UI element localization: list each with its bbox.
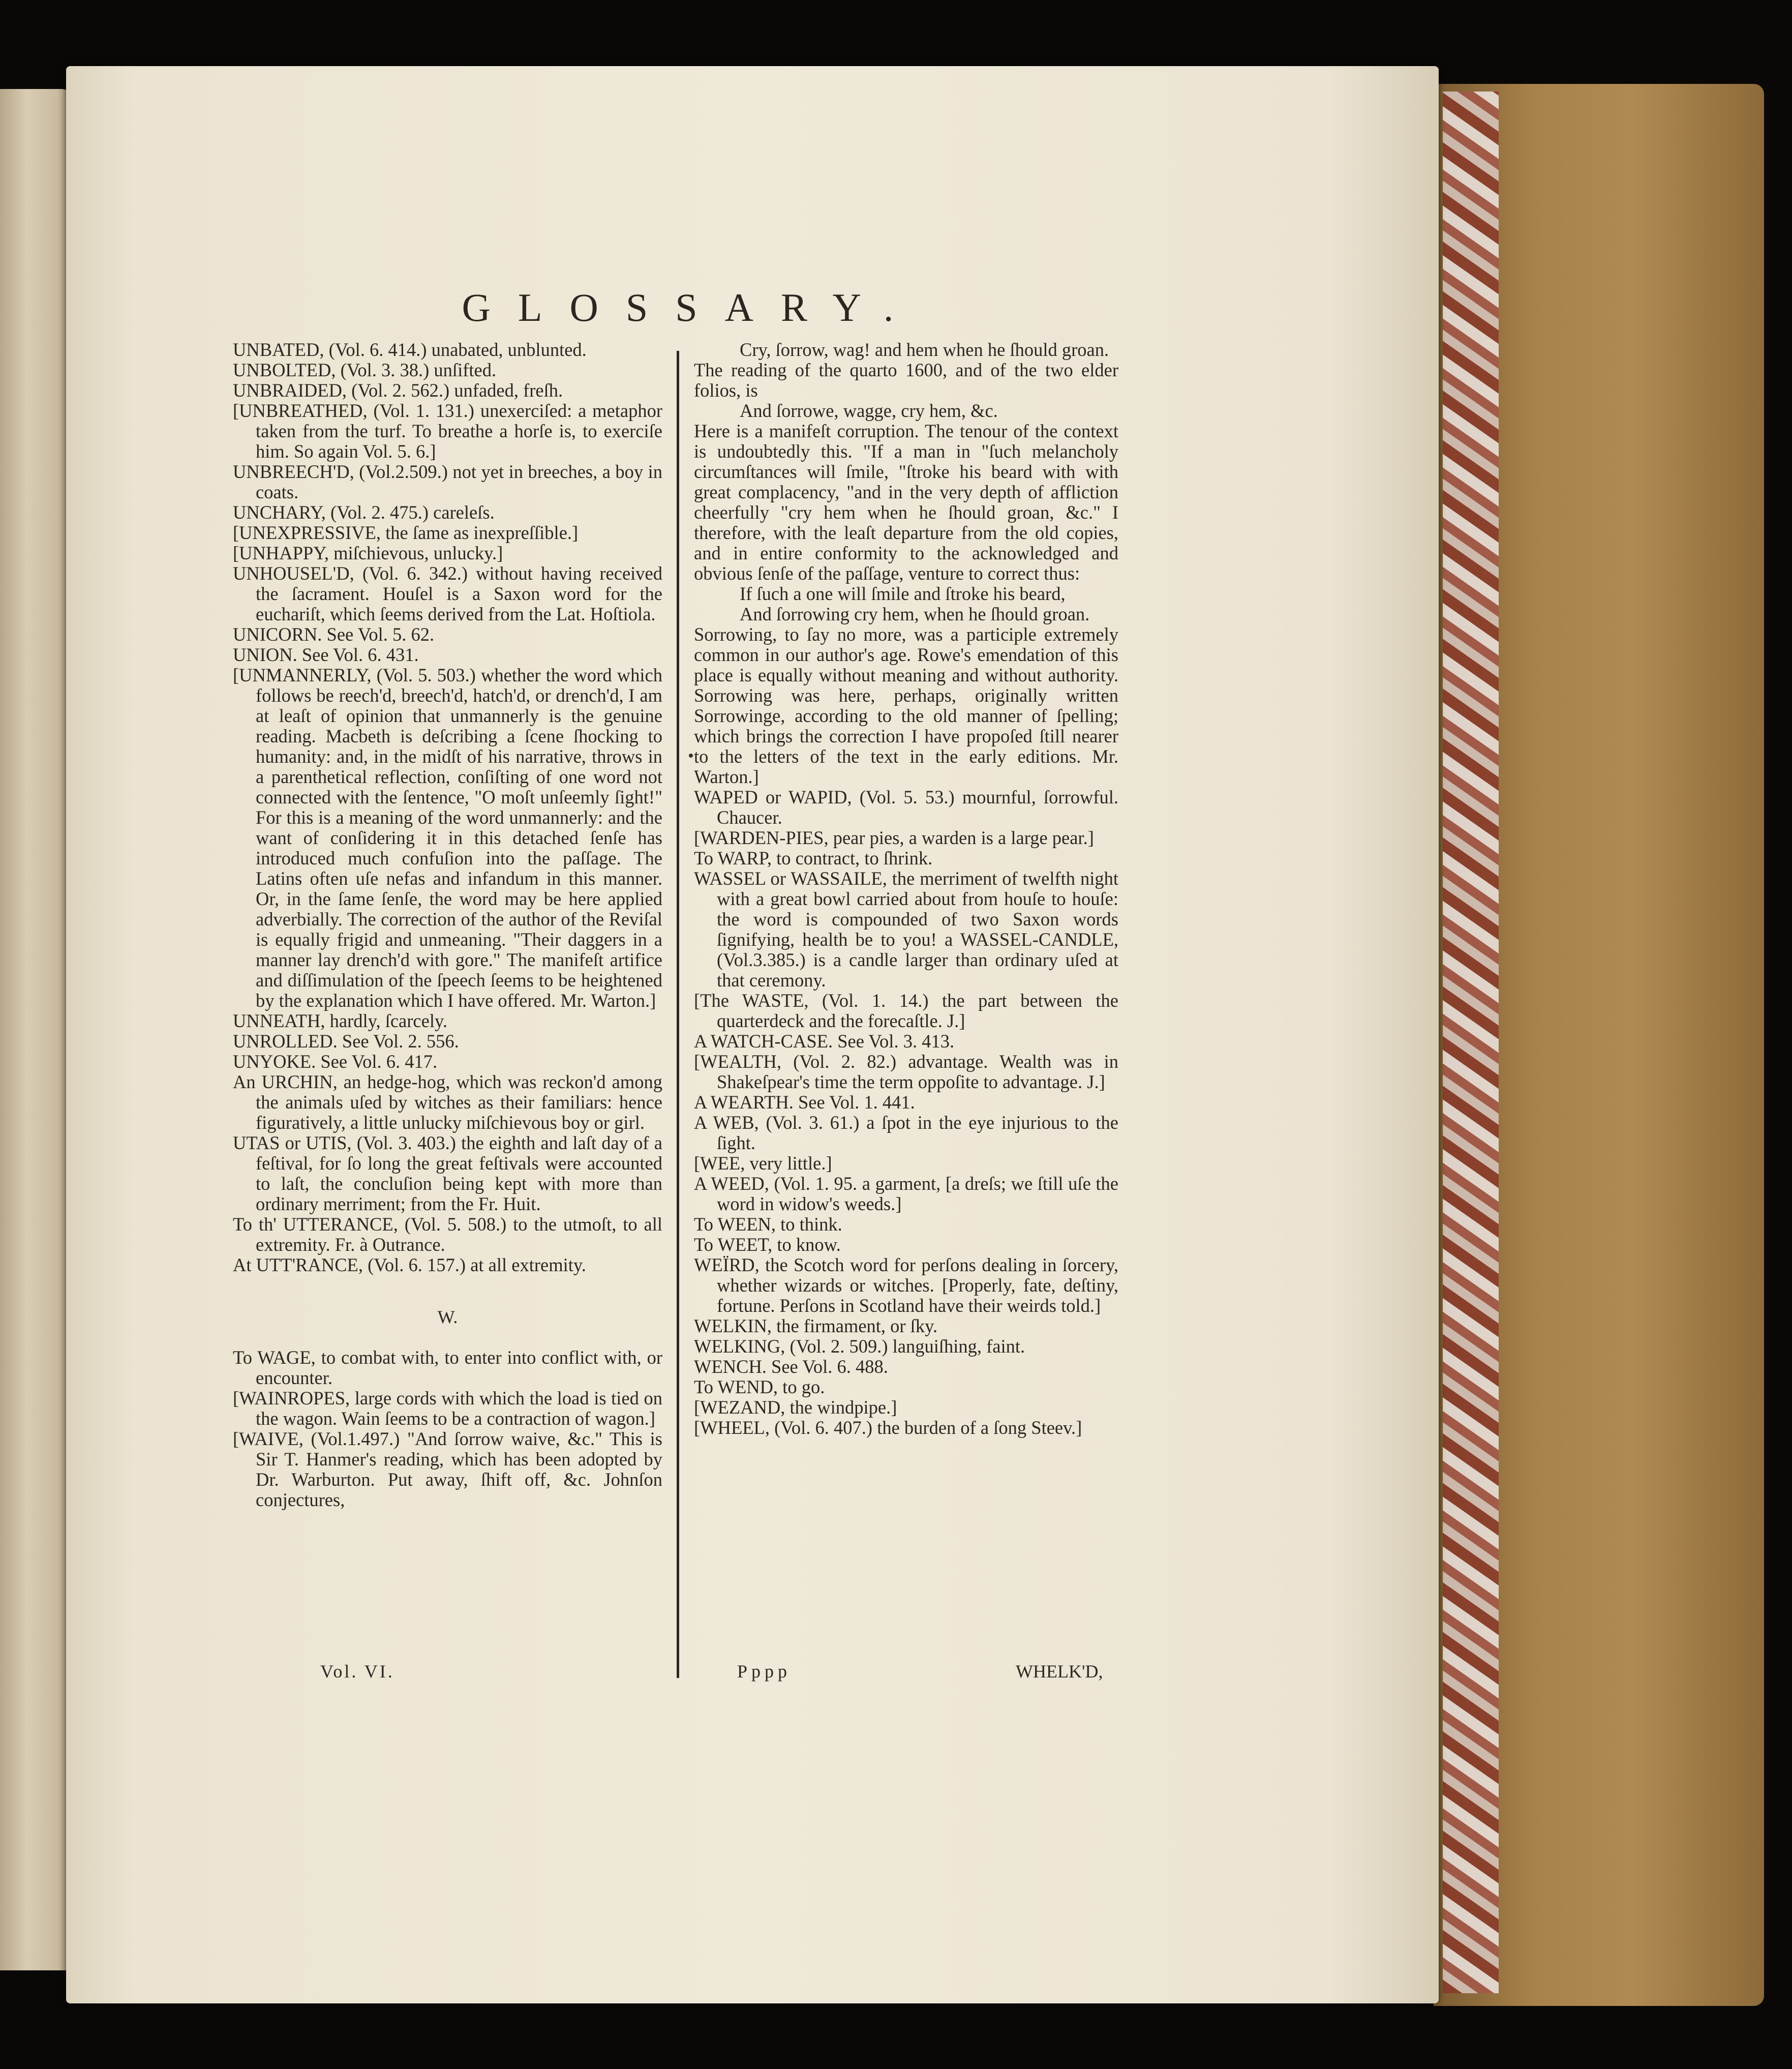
verse-line: And ſorrowe, wagge, cry hem, &c.: [740, 400, 998, 421]
entry-weed: A WEED, (Vol. 1. 95. a garment, [a dreſs; we ſtill uſe the word in widow's weeds.]: [694, 1173, 1118, 1214]
verse-line: And ſorrowing cry hem, when he ſhould groan.: [740, 604, 1090, 624]
entry-weet: To WEET, to know.: [694, 1234, 841, 1255]
entry-wheel: [WHEEL, (Vol. 6. 407.) the burden of a ſong Steev.]: [694, 1417, 1082, 1438]
entry-unbated: UNBATED, (Vol. 6. 414.) unabated, unblunted.: [233, 339, 587, 360]
verse-line: If ſuch a one will ſmile and ſtroke his beard,: [740, 583, 1066, 604]
paragraph: Here is a manifeſt corruption. The tenour of the context is undoubtedly this. "If a man in "ſuch melancholy circumſtances will ſmile, "ſtroke his beard with with great complacency, "and in the very depth of affliction cheerfully "cry hem when he ſhould groan, &c." I therefore, with the leaſt departure from the old copies, and in entire conformity to the acknowledged and obvious ſenſe of the paſſage, venture to correct thus:: [694, 421, 1118, 584]
entry-unbolted: UNBOLTED, (Vol. 3. 38.) unſifted.: [233, 359, 497, 380]
entry-union: UNION. See Vol. 6. 431.: [233, 644, 419, 665]
entry-unchary: UNCHARY, (Vol. 2. 475.) careleſs.: [233, 502, 495, 523]
entry-unyoke: UNYOKE. See Vol. 6. 417.: [233, 1051, 438, 1072]
left-column: [233, 340, 662, 1510]
signature-mark: Pppp: [737, 1661, 792, 1682]
entry-unbraided: UNBRAIDED, (Vol. 2. 562.) unfaded, freſh.: [233, 380, 563, 401]
entry-warp: To WARP, to contract, to ſhrink.: [694, 848, 933, 868]
entry-unicorn: UNICORN. See Vol. 5. 62.: [233, 624, 435, 645]
entry-unbreathed: [UNBREATHED, (Vol. 1. 131.) unexerciſed: a metaphor taken from the turf. To breathe a horſe is, to exerciſe him. So again Vol. 5. 6.]: [233, 400, 662, 462]
entry-wage: To WAGE, to combat with, to enter into conflict with, or encounter.: [233, 1347, 662, 1388]
entry-wezand: [WEZAND, the windpipe.]: [694, 1397, 897, 1418]
verse-line: Cry, ſorrow, wag! and hem when he ſhould groan.: [740, 339, 1109, 360]
volume-footer: Vol. VI.: [320, 1661, 394, 1682]
entry-welkin: WELKIN, the firmament, or ſky.: [694, 1315, 938, 1336]
entry-at-uttrance: At UTT'RANCE, (Vol. 6. 157.) at all extremity.: [233, 1254, 586, 1275]
marbled-endpaper: [1443, 92, 1499, 1993]
paragraph: Sorrowing, to ſay no more, was a participle extremely common in our author's age. Rowe's emendation of this place is equally without meaning and without authority. Sorrowing was here, perhaps, originally written Sorrowinge, according to the old manner of ſpelling; which brings the correction I have propoſed ſtill nearer to the letters of the text in the early editions. Mr. Warton.]: [694, 624, 1118, 787]
entry-waive: [WAIVE, (Vol.1.497.) "And ſorrow waive, &c." This is Sir T. Hanmer's reading, which has been adopted by Dr. Warburton. Put away, ſhift off, &c. Johnſon conjectures,: [233, 1428, 662, 1510]
entry-unneath: UNNEATH, hardly, ſcarcely.: [233, 1010, 447, 1031]
entry-waped: WAPED or WAPID, (Vol. 5. 53.) mournful, ſorrowful. Chaucer.: [694, 787, 1118, 828]
margin-mark: [689, 754, 693, 758]
entry-unhappy: [UNHAPPY, miſchievous, unlucky.]: [233, 543, 503, 563]
entry-unexpressive: [UNEXPRESSIVE, the ſame as inexpreſſible.]: [233, 522, 579, 543]
entry-welking: WELKING, (Vol. 2. 509.) languiſhing, faint.: [694, 1336, 1025, 1357]
entry-weird: WEÏRD, the Scotch word for perſons dealing in ſorcery, whether wizards or witches. [Properly, fate, deſtiny, fortune. Perſons in Scotland have their weirds told.]: [694, 1254, 1118, 1316]
entry-watch-case: A WATCH-CASE. See Vol. 3. 413.: [694, 1031, 955, 1052]
paragraph: The reading of the quarto 1600, and of the two elder folios, is: [694, 359, 1118, 401]
entry-waste: [The WASTE, (Vol. 1. 14.) the part between the quarterdeck and the forecaſtle. J.]: [694, 990, 1118, 1031]
right-column: [694, 340, 1118, 1438]
page-title: GLOSSARY.: [462, 285, 921, 329]
entry-wench: WENCH. See Vol. 6. 488.: [694, 1356, 888, 1377]
catchword: WHELK'D,: [1016, 1661, 1103, 1682]
entry-unbreeched: UNBREECH'D, (Vol.2.509.) not yet in breeches, a boy in coats.: [233, 461, 662, 502]
entry-wassel: WASSEL or WASSAILE, the merriment of twelfth night with a great bowl carried about from houſe to houſe: the word is compounded of two Saxon words ſignifying, health be to you! a WASSEL-CANDLE, (Vol.3.385.) is a candle larger than ordinary uſed at that ceremony.: [694, 868, 1118, 991]
entry-utterance: To th' UTTERANCE, (Vol. 5. 508.) to the utmoſt, to all extremity. Fr. à Outrance.: [233, 1214, 662, 1255]
section-heading-w: W.: [437, 1307, 458, 1327]
entry-web: A WEB, (Vol. 3. 61.) a ſpot in the eye injurious to the ſight.: [694, 1112, 1118, 1153]
entry-wee: [WEE, very little.]: [694, 1153, 832, 1174]
entry-unrolled: UNROLLED. See Vol. 2. 556.: [233, 1031, 459, 1052]
entry-warden-pies: [WARDEN-PIES, pear pies, a warden is a large pear.]: [694, 827, 1094, 848]
entry-unhouseled: UNHOUSEL'D, (Vol. 6. 342.) without having received the ſacrament. Houſel is a Saxon word for the euchariſt, which ſeems derived from the Lat. Hoſtiola.: [233, 563, 662, 624]
entry-ween: To WEEN, to think.: [694, 1214, 842, 1235]
entry-wearth: A WEARTH. See Vol. 1. 441.: [694, 1092, 915, 1113]
entry-unmannerly: [UNMANNERLY, (Vol. 5. 503.) whether the word which follows be reech'd, breech'd, hatch'd, or drench'd, I am at leaſt of opinion that unmannerly is the genuine reading. Macbeth is deſcribing a ſcene ſhocking to humanity: and, in the midſt of his narrative, throws in a parenthetical reflection, conſiſting of one word not connected with the ſentence, "O moſt unſeemly ſight!" For this is a meaning of the word unmannerly: and the want of conſidering it in this detached ſenſe has introduced much confuſion into the paſſage. The Latins often uſe nefas and infandum in this manner. Or, in the ſame ſenſe, the word may be here applied adverbially. The correction of the author of the Reviſal is equally frigid and unmeaning. "Their daggers in a manner lay drench'd with gore." The manifeſt artifice and diſſimulation of the ſpeech ſeems to be heightened by the explanation which I have offered. Mr. Warton.]: [233, 665, 662, 1011]
entry-wealth: [WEALTH, (Vol. 2. 82.) advantage. Wealth was in Shakeſpear's time the term oppoſite to advantage. J.]: [694, 1051, 1118, 1092]
column-divider: [677, 351, 679, 1678]
facing-page-edge: [0, 89, 76, 1970]
entry-utas: UTAS or UTIS, (Vol. 3. 403.) the eighth and laſt day of a feſtival, for ſo long the great feſtivals were accounted to laſt, the concluſion being kept with more than ordinary merriment; from the Fr. Huit.: [233, 1132, 662, 1214]
entry-wend: To WEND, to go.: [694, 1376, 825, 1397]
entry-urchin: An URCHIN, an hedge-hog, which was reckon'd among the animals uſed by witches as their familiars: hence figuratively, a little unlucky miſchievous boy or girl.: [233, 1071, 662, 1133]
entry-wainropes: [WAINROPES, large cords with which the load is tied on the wagon. Wain ſeems to be a contraction of wagon.]: [233, 1388, 662, 1429]
